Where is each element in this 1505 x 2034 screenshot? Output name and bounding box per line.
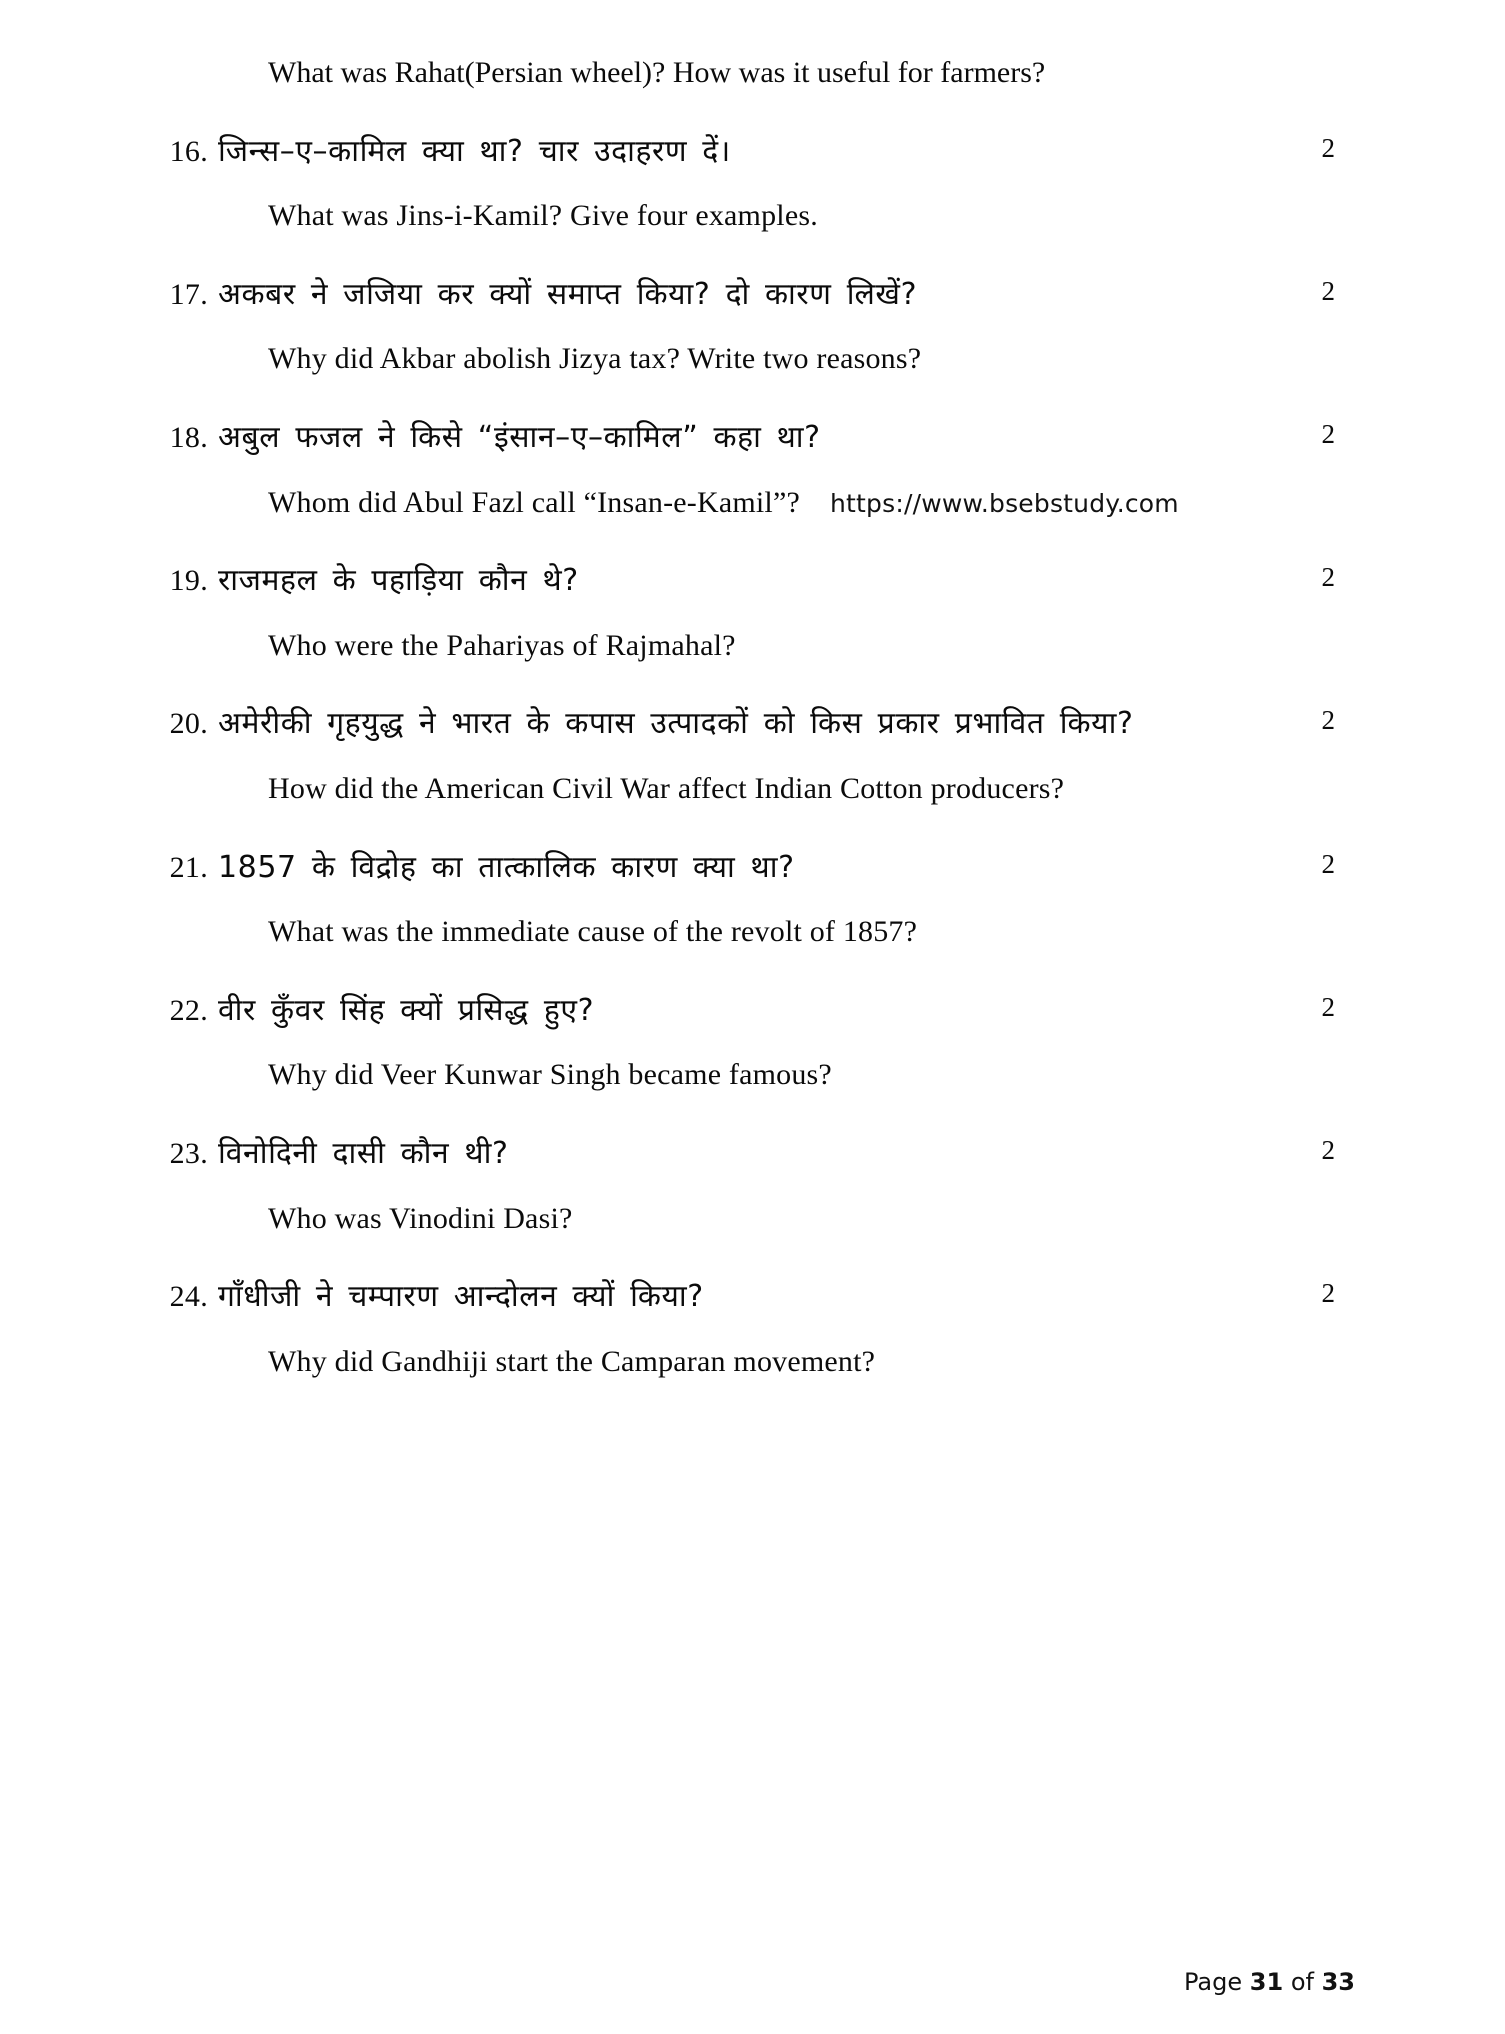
question-hindi-row [150, 417, 1355, 460]
question-marks: 2 [1321, 1278, 1335, 1309]
question-hindi-text: अमेरीकी गृहयुद्ध ने भारत के कपास उत्पादकों को किस प्रकार प्रभावित किया? [218, 706, 1134, 742]
question-hindi-row [150, 274, 1355, 317]
question-hindi-row [150, 1133, 1355, 1176]
question-marks: 2 [1321, 275, 1335, 306]
question-hindi-row [150, 131, 1355, 174]
lead-in-question [150, 52, 1355, 95]
question-marks: 2 [1321, 705, 1335, 736]
lead-in-english-text: What was Rahat(Persian wheel)? How was it useful for farmers? [268, 56, 1046, 89]
question-english-text: Why did Akbar abolish Jizya tax? Write two reasons? [268, 342, 922, 376]
watermark-url: https://www.bsebstudy.com [830, 488, 1179, 518]
question-hindi-text: जिन्स–ए–कामिल क्या था? चार उदाहरण दें। [218, 133, 731, 169]
question-item-24 [150, 1276, 1355, 1383]
question-marks: 2 [1321, 1134, 1335, 1165]
question-number: 20. [169, 707, 208, 741]
question-item-23 [150, 1133, 1355, 1240]
question-number: 17. [169, 277, 208, 311]
question-hindi-text: अकबर ने जजिया कर क्यों समाप्त किया? दो कारण लिखें? [218, 276, 918, 312]
question-english-text: How did the American Civil War affect Indian Cotton producers? [268, 771, 1065, 805]
footer-current-page: 31 [1249, 1968, 1284, 1996]
question-hindi-text: गाँधीजी ने चम्पारण आन्दोलन क्यों किया? [218, 1279, 704, 1315]
question-marks: 2 [1321, 132, 1335, 163]
footer-of-label: of [1290, 1968, 1314, 1996]
question-hindi-text: 1857 के विद्रोह का तात्कालिक कारण क्या था? [218, 849, 795, 885]
question-hindi-row [150, 990, 1355, 1033]
question-item-21 [150, 847, 1355, 954]
question-english-text: What was the immediate cause of the revolt of 1857? [268, 915, 918, 949]
question-number: 16. [169, 134, 208, 168]
question-number: 19. [169, 564, 208, 598]
question-hindi-text: अबुल फजल ने किसे “इंसान–ए–कामिल” कहा था? [218, 419, 821, 455]
question-number: 23. [169, 1136, 208, 1170]
question-item-16 [150, 131, 1355, 238]
question-item-20 [150, 703, 1355, 810]
question-hindi-row [150, 847, 1355, 890]
question-english-text: Why did Veer Kunwar Singh became famous? [268, 1058, 832, 1092]
question-english-text: Who was Vinodini Dasi? [268, 1201, 573, 1235]
question-item-18 [150, 417, 1355, 524]
question-item-17 [150, 274, 1355, 381]
question-number: 24. [169, 1280, 208, 1314]
question-marks: 2 [1321, 991, 1335, 1022]
question-hindi-text: विनोदिनी दासी कौन थी? [218, 1135, 509, 1171]
question-hindi-row [150, 1276, 1355, 1319]
question-number: 22. [169, 993, 208, 1027]
question-hindi-row [150, 703, 1355, 746]
question-hindi-row [150, 560, 1355, 603]
question-marks: 2 [1321, 848, 1335, 879]
question-item-19 [150, 560, 1355, 667]
question-marks: 2 [1321, 562, 1335, 593]
question-number: 21. [169, 850, 208, 884]
question-item-22 [150, 990, 1355, 1097]
question-marks: 2 [1321, 418, 1335, 449]
question-english-text: Why did Gandhiji start the Camparan movement? [268, 1344, 876, 1378]
page-footer [1184, 1968, 1355, 1996]
question-english-text: Who were the Pahariyas of Rajmahal? [268, 628, 736, 662]
footer-page-label: Page [1184, 1968, 1243, 1996]
question-english-text: Whom did Abul Fazl call “Insan-e-Kamil”? [268, 485, 800, 519]
footer-total-pages: 33 [1321, 1968, 1355, 1996]
question-hindi-text: वीर कुँवर सिंह क्यों प्रसिद्ध हुए? [218, 992, 595, 1028]
question-english-row [268, 482, 1355, 525]
question-number: 18. [169, 420, 208, 454]
question-hindi-text: राजमहल के पहाड़िया कौन थे? [218, 563, 579, 599]
question-english-text: What was Jins-i-Kamil? Give four examples. [268, 199, 818, 233]
